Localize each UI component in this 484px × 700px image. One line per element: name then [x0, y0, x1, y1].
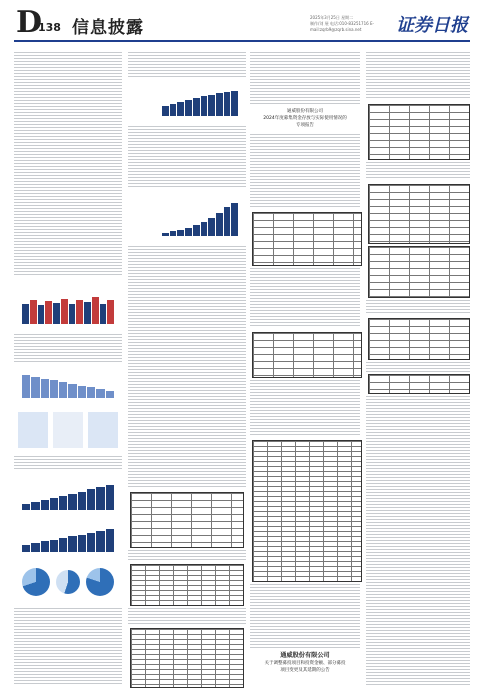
- body-text: [128, 246, 246, 488]
- body-text: [250, 584, 360, 650]
- body-text: [128, 126, 246, 188]
- funds-table: [252, 332, 362, 378]
- newspaper-page: [14, 5, 470, 692]
- body-text: [128, 52, 246, 78]
- notice-2-headline: [250, 652, 360, 674]
- body-text: [366, 52, 470, 100]
- body-text: [128, 608, 246, 626]
- section-number: 138: [38, 21, 61, 34]
- issue-date: 2025年3月25日 星期二: [310, 15, 354, 20]
- notice-2-title-line-1: 关于调整募投项目和投资金额、部分募投: [264, 661, 346, 666]
- body-text: [14, 334, 122, 362]
- body-text: [14, 52, 122, 277]
- body-text: [366, 396, 470, 686]
- notice-1-headline: [250, 108, 360, 129]
- section-title: 信息披露: [72, 18, 144, 38]
- declining-bar-chart: [18, 364, 118, 404]
- data-table: [130, 628, 244, 688]
- body-text: [128, 550, 246, 562]
- body-text: [366, 162, 470, 180]
- funds-usage-table: [252, 440, 362, 582]
- notice-1-company: 通威股份有限公司: [287, 109, 323, 114]
- column-4: [366, 52, 470, 686]
- data-table: [130, 492, 244, 548]
- capacity-bar-chart: [158, 80, 242, 122]
- body-text: [14, 608, 122, 686]
- project-table: [368, 374, 470, 394]
- body-text: [250, 380, 360, 436]
- body-text: [14, 456, 122, 470]
- data-table: [130, 564, 244, 606]
- column-3: [250, 52, 360, 686]
- notice-1-title-line-1: 2024年度募集资金存放与实际使用情况的: [263, 116, 347, 121]
- editor-contact: 制作/刘 展 电话:010-83251716 E-mail:zqrb9@zqrb.sina.net: [310, 21, 374, 32]
- body-text: [250, 268, 360, 328]
- notice-2-title-line-2: 项目变更及其延期的公告: [280, 668, 330, 673]
- pie-charts: [18, 562, 118, 604]
- infographic-panels: [18, 408, 118, 452]
- body-text: [250, 134, 360, 208]
- project-table: [368, 184, 470, 244]
- body-text: [250, 52, 360, 104]
- body-text: [366, 300, 470, 314]
- column-2: [128, 52, 246, 686]
- growth-bar-chart-1: [18, 472, 118, 516]
- newspaper-logo: 证券日报: [396, 15, 468, 36]
- project-table: [368, 104, 470, 160]
- project-table: [368, 246, 470, 298]
- shipments-bar-chart: [158, 192, 242, 242]
- growth-bar-chart-2: [18, 518, 118, 558]
- funds-table: [252, 212, 362, 266]
- notice-1-title-line-2: 专项报告: [296, 123, 314, 128]
- stacked-bar-chart: [18, 280, 118, 330]
- column-1: [14, 52, 122, 686]
- masthead: [14, 5, 470, 42]
- project-table: [368, 318, 470, 360]
- notice-2-company: 通威股份有限公司: [280, 652, 330, 659]
- body-text: [366, 362, 470, 372]
- section-letter: D: [16, 5, 43, 40]
